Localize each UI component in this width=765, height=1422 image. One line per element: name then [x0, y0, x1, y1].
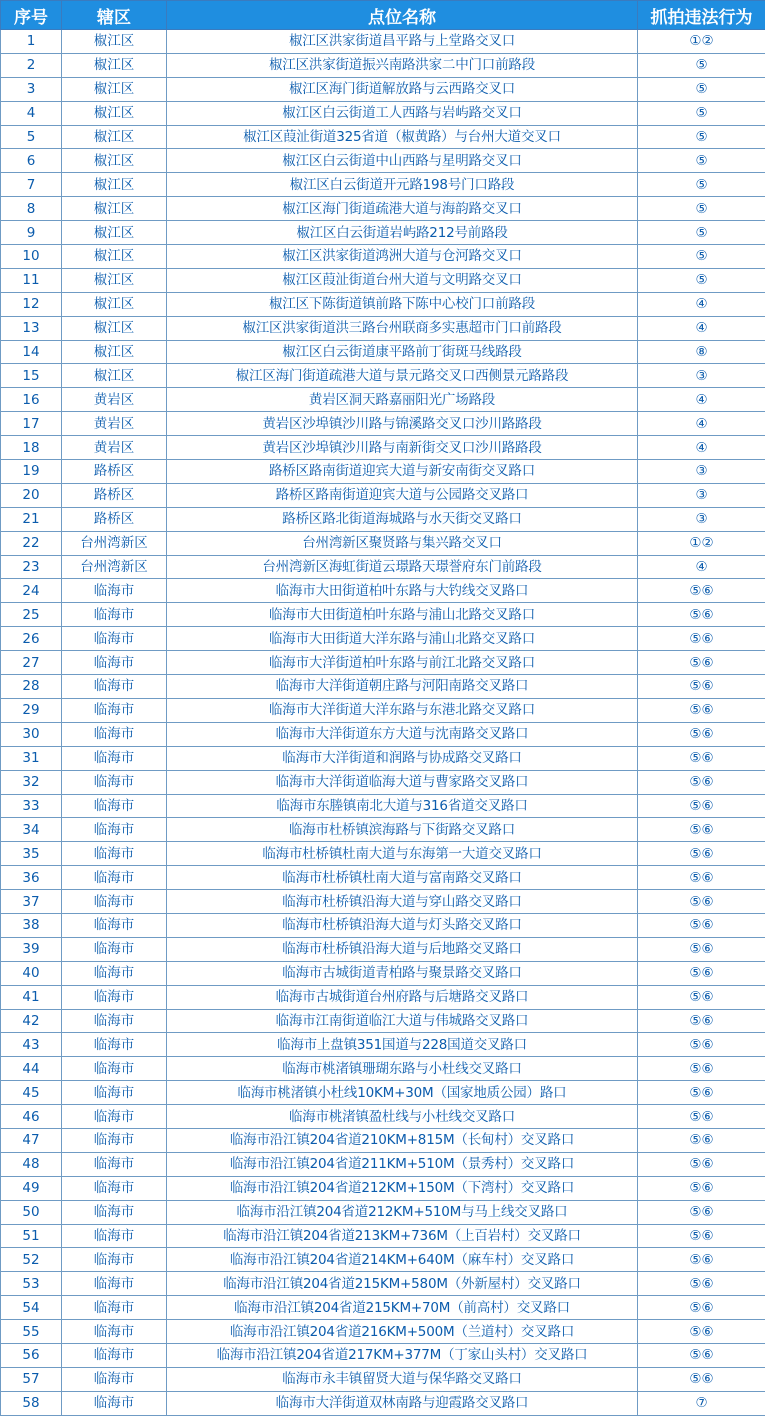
row-violation: ①②	[638, 531, 765, 555]
row-violation: ⑤	[638, 77, 765, 101]
row-violation: ⑤	[638, 149, 765, 173]
header-violation: 抓拍违法行为	[638, 1, 765, 30]
row-index: 10	[1, 245, 62, 269]
row-violation: ⑤⑥	[638, 770, 765, 794]
row-violation: ⑤⑥	[638, 1320, 765, 1344]
row-violation: ③	[638, 507, 765, 531]
row-location: 路桥区路南街道迎宾大道与新安南街交叉路口	[167, 460, 638, 484]
row-violation: ⑤⑥	[638, 651, 765, 675]
row-location: 临海市沿江镇204省道216KM+500M（兰道村）交叉路口	[167, 1320, 638, 1344]
row-violation: ⑤⑥	[638, 1224, 765, 1248]
row-index: 30	[1, 722, 62, 746]
row-district: 椒江区	[62, 101, 167, 125]
row-location: 临海市杜桥镇滨海路与下街路交叉路口	[167, 818, 638, 842]
row-index: 44	[1, 1057, 62, 1081]
row-index: 37	[1, 890, 62, 914]
row-index: 42	[1, 1009, 62, 1033]
row-location: 椒江区洪家街道洪三路台州联商多实惠超市门口前路段	[167, 316, 638, 340]
table-row	[1, 985, 765, 1009]
table-row	[1, 603, 765, 627]
row-violation: ⑤⑥	[638, 746, 765, 770]
row-violation: ④	[638, 316, 765, 340]
table-row	[1, 555, 765, 579]
row-index: 45	[1, 1081, 62, 1105]
table-row	[1, 937, 765, 961]
table-row	[1, 483, 765, 507]
row-index: 18	[1, 436, 62, 460]
row-violation: ⑤⑥	[638, 794, 765, 818]
row-location: 临海市沿江镇204省道212KM+150M（下湾村）交叉路口	[167, 1176, 638, 1200]
row-district: 路桥区	[62, 483, 167, 507]
table-body	[1, 30, 765, 1416]
row-district: 临海市	[62, 1272, 167, 1296]
table-row	[1, 149, 765, 173]
row-district: 黄岩区	[62, 412, 167, 436]
row-violation: ⑤⑥	[638, 913, 765, 937]
row-district: 台州湾新区	[62, 531, 167, 555]
row-index: 25	[1, 603, 62, 627]
row-index: 52	[1, 1248, 62, 1272]
row-district: 路桥区	[62, 507, 167, 531]
row-location: 台州湾新区聚贤路与集兴路交叉口	[167, 531, 638, 555]
row-location: 临海市江南街道临江大道与伟城路交叉路口	[167, 1009, 638, 1033]
row-violation: ④	[638, 388, 765, 412]
row-violation: ⑤⑥	[638, 698, 765, 722]
row-index: 7	[1, 173, 62, 197]
row-index: 39	[1, 937, 62, 961]
row-district: 椒江区	[62, 149, 167, 173]
row-violation: ⑤	[638, 125, 765, 149]
row-location: 临海市大田街道大洋东路与浦山北路交叉路口	[167, 627, 638, 651]
row-violation: ⑤	[638, 245, 765, 269]
row-violation: ④	[638, 292, 765, 316]
table-row	[1, 268, 765, 292]
row-district: 临海市	[62, 579, 167, 603]
header-index: 序号	[1, 1, 62, 30]
row-violation: ⑤⑥	[638, 1367, 765, 1391]
row-district: 临海市	[62, 746, 167, 770]
row-district: 临海市	[62, 1128, 167, 1152]
row-district: 临海市	[62, 961, 167, 985]
row-index: 6	[1, 149, 62, 173]
row-location: 椒江区海门街道疏港大道与景元路交叉口西侧景元路路段	[167, 364, 638, 388]
row-district: 临海市	[62, 722, 167, 746]
row-district: 临海市	[62, 937, 167, 961]
table-row	[1, 30, 765, 54]
row-index: 17	[1, 412, 62, 436]
row-district: 临海市	[62, 1367, 167, 1391]
table-row	[1, 1152, 765, 1176]
row-index: 50	[1, 1200, 62, 1224]
header-row	[1, 1, 765, 30]
table-row	[1, 1033, 765, 1057]
row-district: 临海市	[62, 1224, 167, 1248]
table-row	[1, 579, 765, 603]
row-district: 椒江区	[62, 173, 167, 197]
header-district: 辖区	[62, 1, 167, 30]
row-index: 43	[1, 1033, 62, 1057]
row-district: 椒江区	[62, 364, 167, 388]
row-location: 椒江区葭沚街道325省道（椒黄路）与台州大道交叉口	[167, 125, 638, 149]
table-row	[1, 794, 765, 818]
table-row	[1, 1057, 765, 1081]
row-violation: ⑤⑥	[638, 842, 765, 866]
table-row	[1, 1391, 765, 1415]
row-location: 椒江区葭沚街道台州大道与文明路交叉口	[167, 268, 638, 292]
row-violation: ③	[638, 364, 765, 388]
row-violation: ⑤	[638, 268, 765, 292]
row-violation: ⑤⑥	[638, 1296, 765, 1320]
row-district: 临海市	[62, 1176, 167, 1200]
row-location: 临海市沿江镇204省道215KM+70M（前高村）交叉路口	[167, 1296, 638, 1320]
row-violation: ⑤⑥	[638, 1200, 765, 1224]
table-row	[1, 221, 765, 245]
row-violation: ⑤	[638, 221, 765, 245]
row-index: 26	[1, 627, 62, 651]
table-row	[1, 316, 765, 340]
row-district: 临海市	[62, 1200, 167, 1224]
row-violation: ⑤⑥	[638, 1033, 765, 1057]
row-district: 黄岩区	[62, 436, 167, 460]
row-district: 临海市	[62, 1320, 167, 1344]
table-row	[1, 197, 765, 221]
row-location: 临海市大洋街道双林南路与迎霞路交叉路口	[167, 1391, 638, 1415]
row-district: 椒江区	[62, 30, 167, 54]
row-location: 临海市大洋街道柏叶东路与前江北路交叉路口	[167, 651, 638, 675]
row-location: 黄岩区洞天路嘉丽阳光广场路段	[167, 388, 638, 412]
table-row	[1, 412, 765, 436]
table-row	[1, 842, 765, 866]
row-district: 临海市	[62, 866, 167, 890]
header-location: 点位名称	[167, 1, 638, 30]
table-row	[1, 53, 765, 77]
table-row	[1, 698, 765, 722]
row-violation: ⑤⑥	[638, 1009, 765, 1033]
row-location: 临海市杜桥镇沿海大道与灯头路交叉路口	[167, 913, 638, 937]
table-row	[1, 173, 765, 197]
row-index: 41	[1, 985, 62, 1009]
row-index: 15	[1, 364, 62, 388]
row-violation: ⑤⑥	[638, 1343, 765, 1367]
row-district: 椒江区	[62, 245, 167, 269]
row-district: 椒江区	[62, 221, 167, 245]
row-violation: ③	[638, 483, 765, 507]
row-violation: ④	[638, 555, 765, 579]
row-violation: ⑤⑥	[638, 1248, 765, 1272]
row-violation: ⑤⑥	[638, 579, 765, 603]
row-location: 临海市杜桥镇杜南大道与东海第一大道交叉路口	[167, 842, 638, 866]
row-location: 台州湾新区海虹街道云璟路天璟誉府东门前路段	[167, 555, 638, 579]
row-location: 椒江区下陈街道镇前路下陈中心校门口前路段	[167, 292, 638, 316]
row-location: 临海市大洋街道朝庄路与河阳南路交叉路口	[167, 675, 638, 699]
row-district: 临海市	[62, 1081, 167, 1105]
table-row	[1, 531, 765, 555]
row-violation: ①②	[638, 30, 765, 54]
table-row	[1, 818, 765, 842]
row-location: 黄岩区沙埠镇沙川路与锦溪路交叉口沙川路路段	[167, 412, 638, 436]
table-row	[1, 507, 765, 531]
row-district: 临海市	[62, 770, 167, 794]
row-index: 38	[1, 913, 62, 937]
table-row	[1, 1081, 765, 1105]
row-location: 临海市杜桥镇沿海大道与穿山路交叉路口	[167, 890, 638, 914]
row-index: 31	[1, 746, 62, 770]
row-location: 临海市大洋街道东方大道与沈南路交叉路口	[167, 722, 638, 746]
row-index: 4	[1, 101, 62, 125]
row-violation: ④	[638, 436, 765, 460]
row-index: 16	[1, 388, 62, 412]
row-index: 32	[1, 770, 62, 794]
row-district: 临海市	[62, 842, 167, 866]
row-index: 9	[1, 221, 62, 245]
row-location: 椒江区洪家街道昌平路与上堂路交叉口	[167, 30, 638, 54]
row-index: 36	[1, 866, 62, 890]
row-location: 临海市东塍镇南北大道与316省道交叉路口	[167, 794, 638, 818]
row-index: 34	[1, 818, 62, 842]
row-index: 35	[1, 842, 62, 866]
table-row	[1, 1200, 765, 1224]
table-row	[1, 746, 765, 770]
row-index: 13	[1, 316, 62, 340]
row-district: 临海市	[62, 1152, 167, 1176]
row-district: 路桥区	[62, 460, 167, 484]
row-location: 椒江区白云街道工人西路与岩屿路交叉口	[167, 101, 638, 125]
row-location: 临海市古城街道青柏路与聚景路交叉路口	[167, 961, 638, 985]
row-location: 椒江区海门街道疏港大道与海韵路交叉口	[167, 197, 638, 221]
table-row	[1, 125, 765, 149]
table-row	[1, 770, 765, 794]
row-index: 19	[1, 460, 62, 484]
row-index: 27	[1, 651, 62, 675]
row-location: 临海市杜桥镇沿海大道与后地路交叉路口	[167, 937, 638, 961]
table-row	[1, 436, 765, 460]
row-district: 椒江区	[62, 77, 167, 101]
table-row	[1, 961, 765, 985]
row-location: 椒江区白云街道中山西路与星明路交叉口	[167, 149, 638, 173]
row-violation: ⑤⑥	[638, 961, 765, 985]
row-district: 台州湾新区	[62, 555, 167, 579]
row-district: 临海市	[62, 1296, 167, 1320]
table-row	[1, 913, 765, 937]
row-index: 29	[1, 698, 62, 722]
row-location: 椒江区白云街道开元路198号门口路段	[167, 173, 638, 197]
row-location: 临海市大洋街道大洋东路与东港北路交叉路口	[167, 698, 638, 722]
row-location: 临海市桃渚镇珊瑚东路与小杜线交叉路口	[167, 1057, 638, 1081]
row-location: 临海市沿江镇204省道210KM+815M（长甸村）交叉路口	[167, 1128, 638, 1152]
row-location: 临海市沿江镇204省道212KM+510M与马上线交叉路口	[167, 1200, 638, 1224]
row-district: 椒江区	[62, 340, 167, 364]
row-index: 55	[1, 1320, 62, 1344]
table-row	[1, 1248, 765, 1272]
row-violation: ⑤⑥	[638, 1176, 765, 1200]
row-location: 临海市大洋街道和润路与协成路交叉路口	[167, 746, 638, 770]
row-district: 椒江区	[62, 268, 167, 292]
row-violation: ⑤⑥	[638, 818, 765, 842]
row-violation: ⑤	[638, 197, 765, 221]
row-location: 临海市沿江镇204省道217KM+377M（丁家山头村）交叉路口	[167, 1343, 638, 1367]
table-row	[1, 1105, 765, 1129]
row-location: 椒江区白云街道康平路前丁街斑马线路段	[167, 340, 638, 364]
row-district: 临海市	[62, 627, 167, 651]
row-violation: ⑤⑥	[638, 1057, 765, 1081]
table-row	[1, 1343, 765, 1367]
table-row	[1, 1224, 765, 1248]
row-district: 临海市	[62, 890, 167, 914]
table-row	[1, 101, 765, 125]
row-index: 2	[1, 53, 62, 77]
row-district: 临海市	[62, 1343, 167, 1367]
row-location: 临海市沿江镇204省道213KM+736M（上百岩村）交叉路口	[167, 1224, 638, 1248]
row-violation: ⑤	[638, 173, 765, 197]
row-location: 临海市永丰镇留贤大道与保华路交叉路口	[167, 1367, 638, 1391]
row-district: 椒江区	[62, 197, 167, 221]
table-row	[1, 722, 765, 746]
row-district: 临海市	[62, 698, 167, 722]
row-location: 黄岩区沙埠镇沙川路与南新街交叉口沙川路路段	[167, 436, 638, 460]
row-district: 临海市	[62, 1248, 167, 1272]
row-index: 8	[1, 197, 62, 221]
table-row	[1, 866, 765, 890]
table-row	[1, 364, 765, 388]
row-index: 21	[1, 507, 62, 531]
row-index: 53	[1, 1272, 62, 1296]
row-index: 57	[1, 1367, 62, 1391]
table-row	[1, 651, 765, 675]
row-violation: ⑤	[638, 101, 765, 125]
row-index: 51	[1, 1224, 62, 1248]
table-row	[1, 245, 765, 269]
row-index: 56	[1, 1343, 62, 1367]
row-location: 临海市上盘镇351国道与228国道交叉路口	[167, 1033, 638, 1057]
row-location: 路桥区路北街道海城路与水天街交叉路口	[167, 507, 638, 531]
row-violation: ⑤⑥	[638, 1128, 765, 1152]
row-index: 20	[1, 483, 62, 507]
row-violation: ⑤⑥	[638, 985, 765, 1009]
row-violation: ⑤⑥	[638, 722, 765, 746]
row-district: 临海市	[62, 913, 167, 937]
row-index: 14	[1, 340, 62, 364]
row-district: 临海市	[62, 603, 167, 627]
row-location: 临海市桃渚镇盈杜线与小杜线交叉路口	[167, 1105, 638, 1129]
row-district: 临海市	[62, 794, 167, 818]
row-index: 49	[1, 1176, 62, 1200]
row-district: 临海市	[62, 1009, 167, 1033]
table-row	[1, 292, 765, 316]
row-index: 48	[1, 1152, 62, 1176]
row-district: 临海市	[62, 1033, 167, 1057]
row-district: 椒江区	[62, 125, 167, 149]
row-district: 临海市	[62, 1391, 167, 1415]
row-location: 临海市桃渚镇小杜线10KM+30M（国家地质公园）路口	[167, 1081, 638, 1105]
table-row	[1, 340, 765, 364]
row-index: 40	[1, 961, 62, 985]
row-index: 33	[1, 794, 62, 818]
row-district: 临海市	[62, 1057, 167, 1081]
row-district: 临海市	[62, 675, 167, 699]
table-row	[1, 1176, 765, 1200]
row-location: 临海市大田街道柏叶东路与大钓线交叉路口	[167, 579, 638, 603]
table-row	[1, 388, 765, 412]
row-location: 路桥区路南街道迎宾大道与公园路交叉路口	[167, 483, 638, 507]
row-violation: ③	[638, 460, 765, 484]
table-row	[1, 675, 765, 699]
row-location: 椒江区洪家街道鸿洲大道与仓河路交叉口	[167, 245, 638, 269]
row-index: 47	[1, 1128, 62, 1152]
row-index: 22	[1, 531, 62, 555]
row-location: 临海市沿江镇204省道211KM+510M（景秀村）交叉路口	[167, 1152, 638, 1176]
row-district: 椒江区	[62, 292, 167, 316]
row-index: 12	[1, 292, 62, 316]
row-location: 临海市杜桥镇杜南大道与富南路交叉路口	[167, 866, 638, 890]
table-row	[1, 460, 765, 484]
row-violation: ⑤⑥	[638, 890, 765, 914]
row-violation: ⑤⑥	[638, 627, 765, 651]
row-violation: ⑤⑥	[638, 675, 765, 699]
row-violation: ⑤⑥	[638, 603, 765, 627]
row-district: 临海市	[62, 985, 167, 1009]
row-violation: ⑦	[638, 1391, 765, 1415]
row-location: 临海市沿江镇204省道215KM+580M（外新屋村）交叉路口	[167, 1272, 638, 1296]
row-violation: ⑤⑥	[638, 1152, 765, 1176]
row-district: 临海市	[62, 1105, 167, 1129]
row-index: 11	[1, 268, 62, 292]
row-index: 58	[1, 1391, 62, 1415]
row-district: 临海市	[62, 651, 167, 675]
row-location: 椒江区白云街道岩屿路212号前路段	[167, 221, 638, 245]
row-location: 临海市大洋街道临海大道与曹家路交叉路口	[167, 770, 638, 794]
row-violation: ⑤⑥	[638, 937, 765, 961]
row-violation: ⑤⑥	[638, 1272, 765, 1296]
row-index: 3	[1, 77, 62, 101]
table-row	[1, 627, 765, 651]
row-district: 椒江区	[62, 316, 167, 340]
table-row	[1, 1272, 765, 1296]
row-index: 23	[1, 555, 62, 579]
row-location: 椒江区洪家街道振兴南路洪家二中门口前路段	[167, 53, 638, 77]
row-district: 临海市	[62, 818, 167, 842]
row-index: 28	[1, 675, 62, 699]
table-row	[1, 77, 765, 101]
row-district: 黄岩区	[62, 388, 167, 412]
table-row	[1, 1320, 765, 1344]
row-index: 5	[1, 125, 62, 149]
row-index: 24	[1, 579, 62, 603]
row-location: 临海市沿江镇204省道214KM+640M（麻车村）交叉路口	[167, 1248, 638, 1272]
row-district: 椒江区	[62, 53, 167, 77]
table-row	[1, 1296, 765, 1320]
row-violation: ⑤⑥	[638, 1081, 765, 1105]
row-location: 临海市古城街道台州府路与后塘路交叉路口	[167, 985, 638, 1009]
table-header	[1, 1, 765, 30]
table-row	[1, 1367, 765, 1391]
table-row	[1, 890, 765, 914]
row-index: 46	[1, 1105, 62, 1129]
row-index: 1	[1, 30, 62, 54]
row-location: 椒江区海门街道解放路与云西路交叉口	[167, 77, 638, 101]
row-violation: ⑤⑥	[638, 866, 765, 890]
row-violation: ⑤⑥	[638, 1105, 765, 1129]
table-row	[1, 1009, 765, 1033]
row-location: 临海市大田街道柏叶东路与浦山北路交叉路口	[167, 603, 638, 627]
row-index: 54	[1, 1296, 62, 1320]
table-row	[1, 1128, 765, 1152]
row-violation: ⑧	[638, 340, 765, 364]
row-violation: ⑤	[638, 53, 765, 77]
row-violation: ④	[638, 412, 765, 436]
